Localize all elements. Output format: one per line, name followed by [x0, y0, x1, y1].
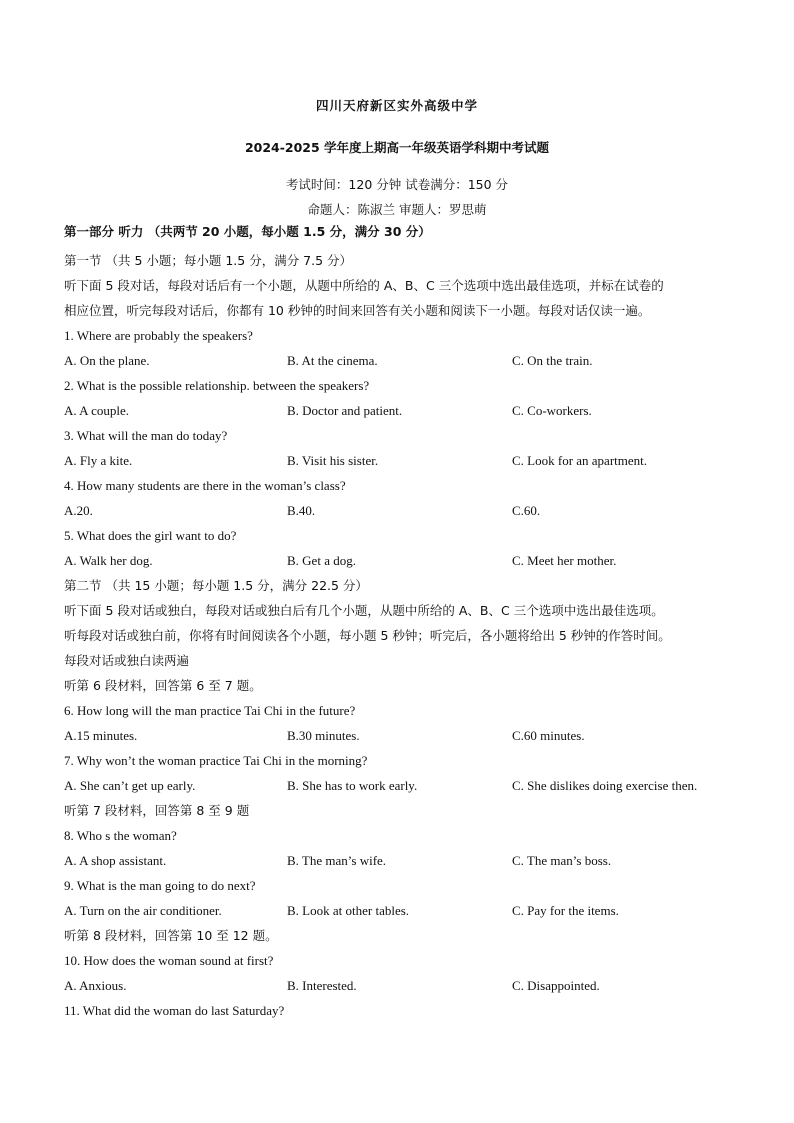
option-c: C. Co-workers. [512, 403, 592, 418]
option-b: B. At the cinema. [287, 353, 378, 368]
question-7: 7. Why won’t the woman practice Tai Chi in the morning? [64, 753, 368, 768]
option-b: B. Interested. [287, 978, 357, 993]
exam-body [64, 248, 744, 1023]
option-c: C. Pay for the items. [512, 903, 619, 918]
question-4: 4. How many students are there in the woman’s class? [64, 478, 346, 493]
options-8 [64, 848, 744, 873]
material-6-heading: 听第 6 段材料，回答第 6 至 7 题。 [64, 678, 262, 693]
options-9 [64, 898, 744, 923]
option-a: A. Anxious. [64, 978, 127, 993]
options-2 [64, 398, 744, 423]
question-1: 1. Where are probably the speakers? [64, 328, 253, 343]
option-c: C. Disappointed. [512, 978, 600, 993]
option-b: B.40. [287, 503, 316, 518]
section1-instruction-2: 相应位置，听完每段对话后，你都有 10 秒钟的时间来回答有关小题和阅读下一小题。每段对话仅读一遍。 [64, 303, 651, 318]
section2-title: 第二节 （共 15 小题；每小题 1.5 分，满分 22.5 分） [64, 578, 368, 593]
option-a: A. She can’t get up early. [64, 778, 196, 793]
question-11: 11. What did the woman do last Saturday? [64, 1003, 285, 1018]
options-6 [64, 723, 744, 748]
option-c: C. Meet her mother. [512, 553, 617, 568]
option-c: C. The man’s boss. [512, 853, 612, 868]
option-a: A. A shop assistant. [64, 853, 167, 868]
option-b: B.30 minutes. [287, 728, 360, 743]
question-10: 10. How does the woman sound at first? [64, 953, 274, 968]
section1-instruction-1: 听下面 5 段对话，每段对话后有一个小题，从题中所给的 A、B、C 三个选项中选出最佳选项，并标在试卷的 [64, 278, 664, 293]
part1-title: 第一部分 听力 （共两节 20 小题，每小题 1.5 分，满分 30 分） [64, 224, 431, 239]
section2-instruction-2: 听每段对话或独白前，你将有时间阅读各个小题，每小题 5 秒钟；听完后，各小题将给出 5 秒钟的作答时间。 [64, 628, 671, 643]
option-a: A. A couple. [64, 403, 129, 418]
option-b: B. Doctor and patient. [287, 403, 403, 418]
options-5 [64, 548, 744, 573]
question-9: 9. What is the man going to do next? [64, 878, 256, 893]
question-5: 5. What does the girl want to do? [64, 528, 237, 543]
options-1 [64, 348, 744, 373]
option-c: C.60. [512, 503, 541, 518]
question-3: 3. What will the man do today? [64, 428, 228, 443]
options-3 [64, 448, 744, 473]
options-7 [64, 773, 744, 798]
option-a: A. On the plane. [64, 353, 150, 368]
option-b: B. The man’s wife. [287, 853, 387, 868]
question-2: 2. What is the possible relationship. between the speakers? [64, 378, 370, 393]
option-b: B. Look at other tables. [287, 903, 410, 918]
school-name: 四川天府新区实外高级中学 [315, 98, 478, 113]
option-c: C.60 minutes. [512, 728, 585, 743]
option-c: C. On the train. [512, 353, 593, 368]
question-6: 6. How long will the man practice Tai Chi in the future? [64, 703, 356, 718]
option-a: A.20. [64, 503, 93, 518]
option-b: B. She has to work early. [287, 778, 418, 793]
option-a: A. Fly a kite. [64, 453, 133, 468]
exam-time-info: 考试时间：120 分钟 试卷满分：150 分 [285, 177, 509, 192]
option-c: C. She dislikes doing exercise then. [512, 778, 698, 793]
exam-authors: 命题人：陈淑兰 审题人：罗思萌 [307, 202, 487, 217]
material-7-heading: 听第 7 段材料，回答第 8 至 9 题 [64, 803, 250, 818]
material-8-heading: 听第 8 段材料，回答第 10 至 12 题。 [64, 928, 278, 943]
section2-instruction-1: 听下面 5 段对话或独白，每段对话或独白后有几个小题，从题中所给的 A、B、C 三个选项中选出最佳选项。 [64, 603, 664, 618]
option-c: C. Look for an apartment. [512, 453, 648, 468]
exam-title: 2024-2025 学年度上期高一年级英语学科期中考试题 [244, 140, 550, 155]
section2-instruction-3: 每段对话或独白读两遍 [64, 653, 190, 668]
options-10 [64, 973, 744, 998]
option-a: A. Walk her dog. [64, 553, 153, 568]
question-8: 8. Who s the woman? [64, 828, 177, 843]
option-a: A. Turn on the air conditioner. [64, 903, 222, 918]
options-4 [64, 498, 744, 523]
section1-title: 第一节 （共 5 小题；每小题 1.5 分，满分 7.5 分） [64, 253, 353, 268]
option-a: A.15 minutes. [64, 728, 138, 743]
option-b: B. Get a dog. [287, 553, 356, 568]
option-b: B. Visit his sister. [287, 453, 379, 468]
